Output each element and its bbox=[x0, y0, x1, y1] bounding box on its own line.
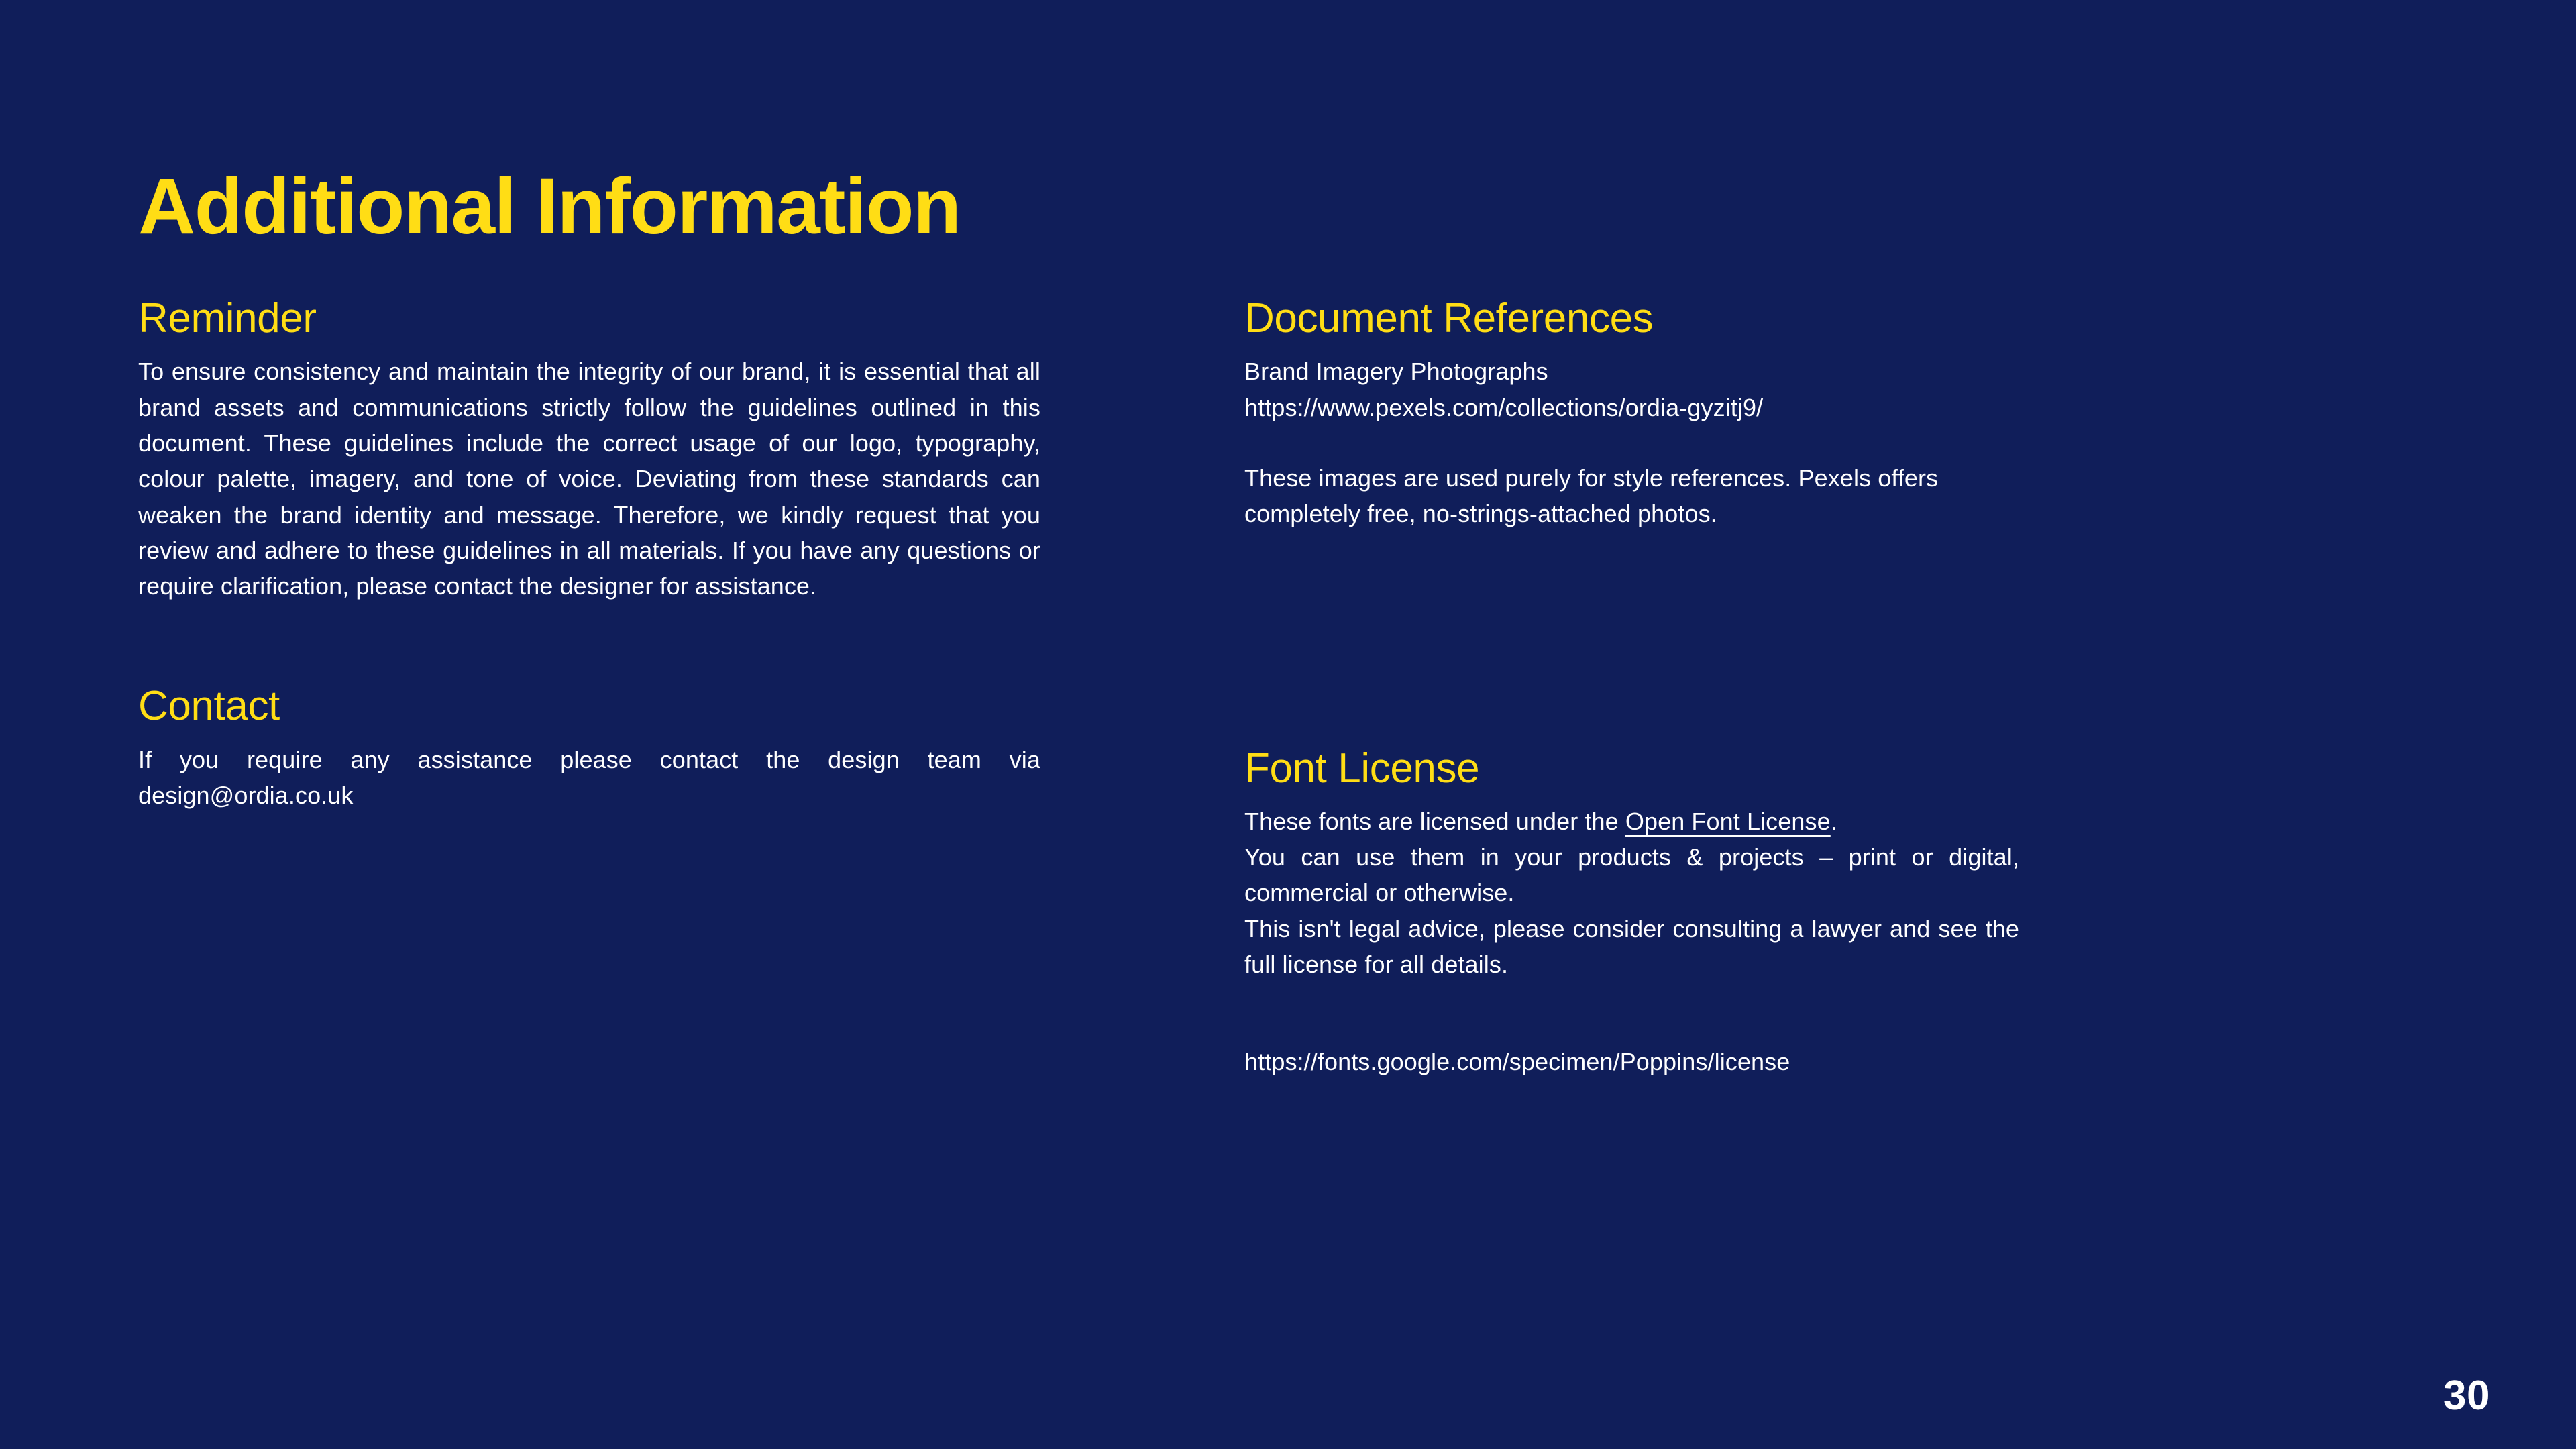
font-license-line-1-prefix: These fonts are licensed under the bbox=[1244, 807, 1625, 835]
font-license-line-1 bbox=[1244, 804, 2019, 839]
section-reminder bbox=[138, 295, 1040, 604]
font-license-heading: Font License bbox=[1244, 745, 1480, 792]
document-references-title: Brand Imagery Photographs bbox=[1244, 358, 1548, 386]
reminder-body: To ensure consistency and maintain the integrity of our brand, it is essential that all brand assets and communications strictly follow the guidelines outlined in this document. These guidelines include the correct usage of our logo, typography, colour palette, imagery, and tone of voice. Deviating from these standards can weaken the brand identity and message. Therefore, we kindly request that you review and adhere to these guidelines in all materials. If you have any questions or require clarification, please contact the designer for assistance. bbox=[138, 358, 1040, 600]
section-font-license bbox=[1244, 745, 2019, 1080]
contact-heading: Contact bbox=[138, 683, 280, 730]
font-license-line-3: This isn't legal advice, please consider consulting a lawyer and see the full license for all details. bbox=[1244, 914, 2019, 978]
left-column bbox=[138, 295, 1040, 813]
font-license-url[interactable]: https://fonts.google.com/specimen/Poppins/license bbox=[1244, 1048, 1790, 1076]
section-document-references bbox=[1244, 295, 2019, 532]
document-references-spacer bbox=[1244, 425, 2019, 460]
font-license-line-2: You can use them in your products & projects – print or digital, commercial or otherwise. bbox=[1244, 843, 2019, 907]
reminder-heading: Reminder bbox=[138, 295, 317, 341]
font-license-line-1-suffix: . bbox=[1830, 807, 1837, 835]
section-contact bbox=[138, 683, 1040, 813]
right-column bbox=[1244, 295, 2019, 1080]
document-references-heading: Document References bbox=[1244, 295, 1654, 341]
open-font-license-link[interactable]: Open Font License bbox=[1625, 807, 1831, 835]
document-references-note: These images are used purely for style references. Pexels offers completely free, no-strings-attached photos. bbox=[1244, 464, 1939, 528]
page-title: Additional Information bbox=[138, 162, 961, 252]
page-number: 30 bbox=[2443, 1373, 2490, 1419]
contact-body: If you require any assistance please contact the design team via design@ordia.co.uk bbox=[138, 745, 1040, 809]
font-license-spacer bbox=[1244, 982, 2019, 1044]
left-column-spacer bbox=[138, 604, 1040, 683]
document-references-url[interactable]: https://www.pexels.com/collections/ordia-gyzitj9/ bbox=[1244, 393, 1764, 421]
right-column-spacer bbox=[1244, 532, 2019, 745]
